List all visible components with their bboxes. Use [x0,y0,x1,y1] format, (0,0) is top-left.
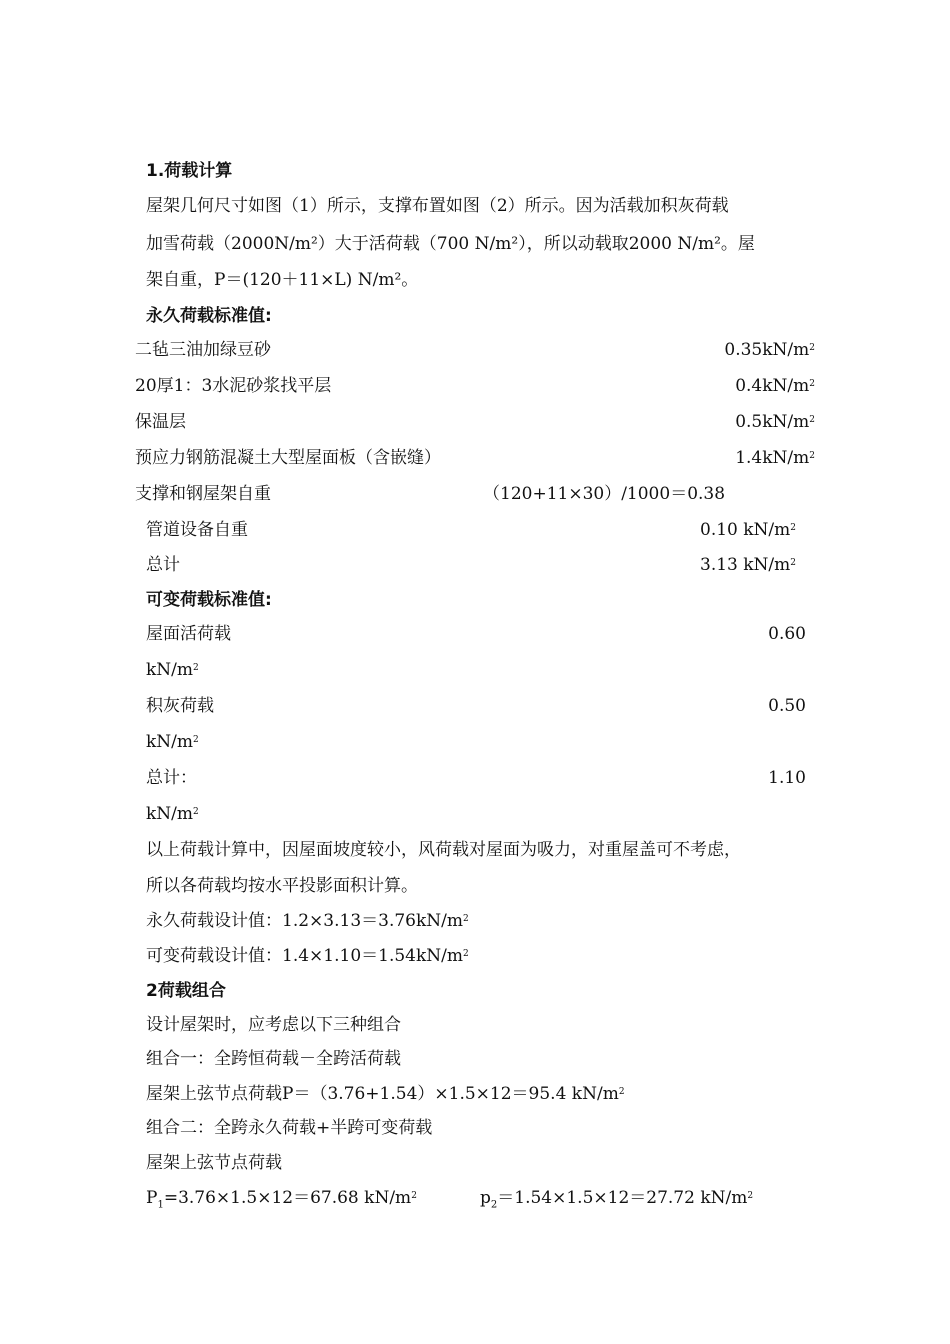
var-item-label: 积灰荷载 [146,696,214,716]
perm-item-value: $0.5kN/m^2$ [735,412,815,432]
perm-item-label: 预应力钢筋混凝土大型屋面板（含嵌缝） [135,448,441,468]
self-weight-label: 支撑和钢屋架自重 [135,484,271,504]
var-item-value: 0.60 [768,624,806,644]
note-line-2: 所以各荷载均按水平投影面积计算。 [146,876,418,896]
permanent-load-heading: 永久荷载标准值: [146,306,272,326]
var-item-unit: $kN/m^2$ [146,804,199,824]
combo-intro: 设计屋架时，应考虑以下三种组合 [146,1015,401,1035]
perm-item-value: $1.4kN/m^2$ [735,448,815,468]
var-item-label: 总计： [146,768,197,788]
perm-item-label: 二毡三油加绿豆砂 [135,340,271,360]
combo1-title: 组合一：全跨恒荷载－全跨活荷载 [146,1049,401,1069]
var-item-unit: $kN/m^2$ [146,660,199,680]
section1-heading: 1.荷载计算 [146,161,233,181]
var-item-value: 1.10 [768,768,806,788]
paragraph-line-2: 加雪荷载（2000N/m²）大于活荷载（700 N/m²），所以动载取2000 N/m²。屋 [146,234,755,254]
perm-total-label: 总计 [146,555,180,575]
p2-calc: $p_2=1.54\times 1.5\times 12=27.72$ $kN/m^2$ [480,1188,754,1211]
p1-calc: $P_1=3.76\times 1.5\times 12=67.68$ $kN/m^2$ [146,1188,417,1211]
combo2-title: 组合二：全跨永久荷载+半跨可变荷载 [146,1118,433,1138]
perm-item-label: 保温层 [135,412,186,432]
perm-design-value: 永久荷载设计值：$1.2\times 3.13=3.76kN/m^2$ [146,911,469,931]
perm-total-value: 3.13 $kN/m^2$ [700,555,797,575]
var-design-value: 可变荷载设计值：$1.4\times 1.10=1.54kN/m^2$ [146,946,469,966]
pipe-weight-label: 管道设备自重 [146,520,248,540]
var-item-unit: $kN/m^2$ [146,732,199,752]
self-weight-value: （120+11×30）/1000＝0.38 [483,484,726,504]
pipe-weight-value: 0.10 $kN/m^2$ [700,520,797,540]
var-item-label: 屋面活荷载 [146,624,231,644]
paragraph-line-1: 屋架几何尺寸如图（1）所示，支撑布置如图（2）所示。因为活载加积灰荷载 [146,196,729,216]
perm-item-value: $0.35kN/m^2$ [724,340,815,360]
note-line-1: 以上荷载计算中，因屋面坡度较小，风荷载对屋面为吸力，对重屋盖可不考虑， [146,840,741,860]
paragraph-line-3: 架自重，P＝(120＋11×L) N/m²。 [146,270,419,290]
var-item-value: 0.50 [768,696,806,716]
perm-item-label: 20厚1：3水泥砂浆找平层 [135,376,332,396]
perm-item-value: $0.4kN/m^2$ [735,376,815,396]
combo1-calc: 屋架上弦节点荷载P＝（3.76+1.54）×1.5×12＝95.4 $kN/m^2$ [146,1084,625,1104]
combo2-label: 屋架上弦节点荷载 [146,1153,282,1173]
section2-heading: 2荷载组合 [146,981,226,1001]
variable-load-heading: 可变荷载标准值: [146,590,272,610]
